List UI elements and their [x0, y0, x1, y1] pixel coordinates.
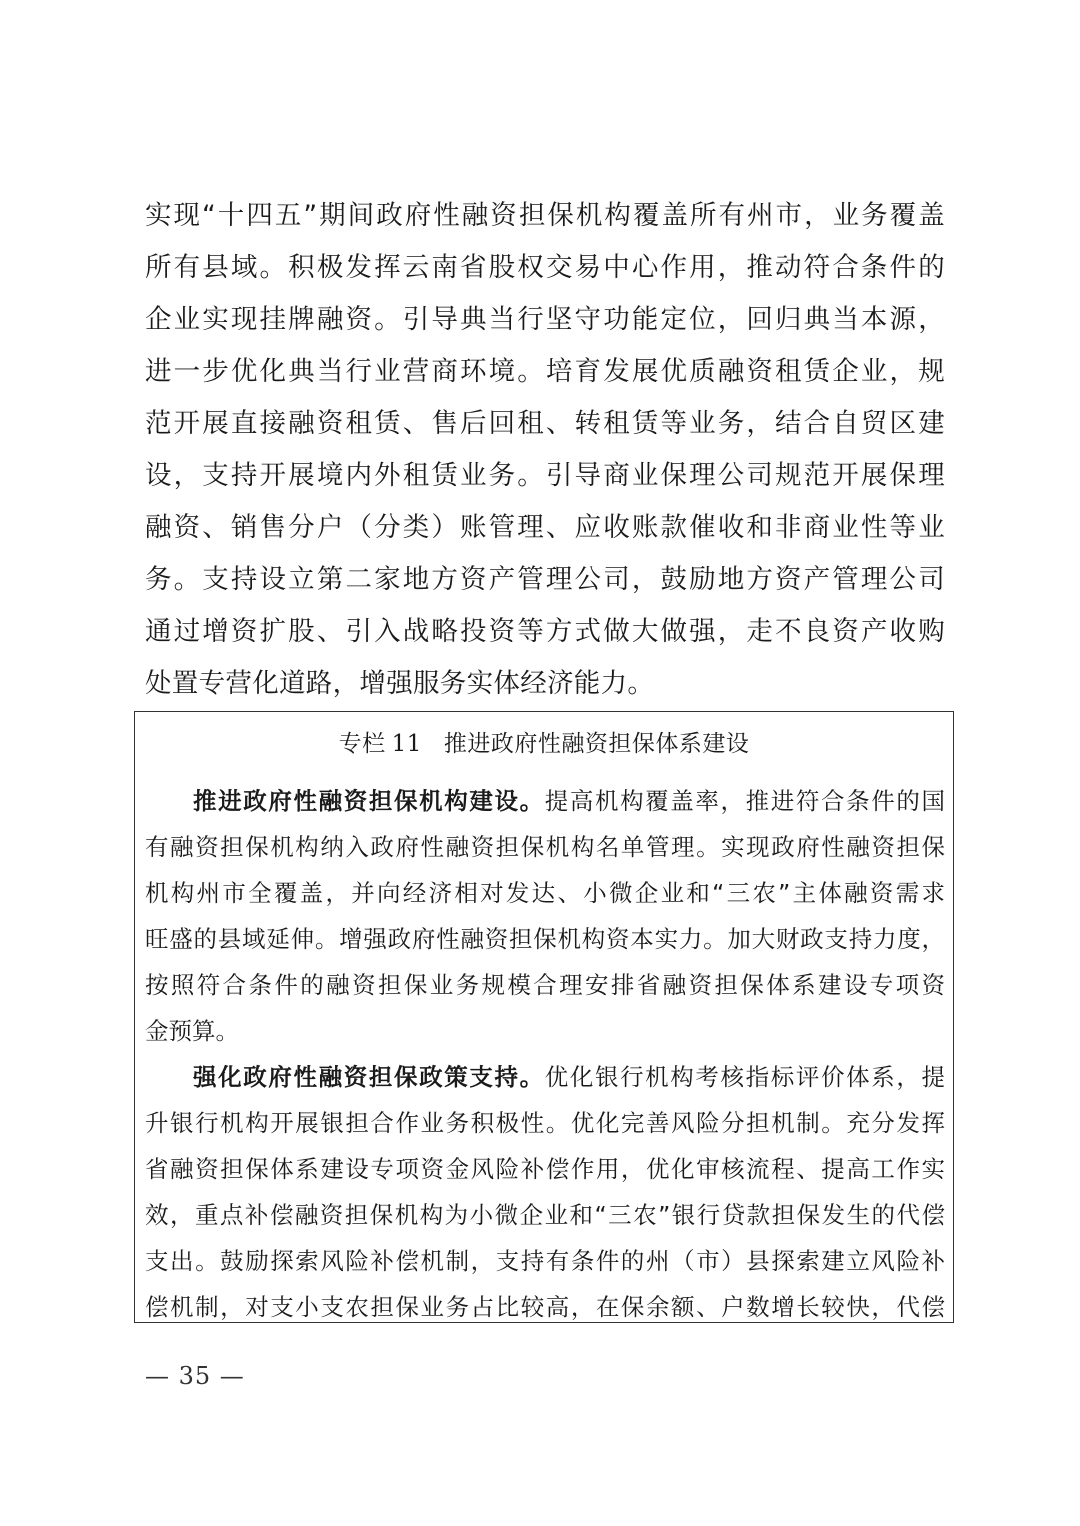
body-line: 实现“十四五”期间政府性融资担保机构覆盖所有州市，业务覆盖 [145, 200, 945, 231]
body-paragraph [145, 190, 945, 710]
body-line: 通过增资扩股、引入战略投资等方式做大做强，走不良资产收购 [145, 616, 945, 647]
page-number: — 35 — [145, 1362, 245, 1390]
box-line: 金预算。 [145, 1017, 239, 1045]
body-line: 设，支持开展境内外租赁业务。引导商业保理公司规范开展保理 [145, 460, 945, 491]
box-line: 效，重点补偿融资担保机构为小微企业和“三农”银行贷款担保发生的代偿 [145, 1201, 945, 1229]
box-line: 旺盛的县域延伸。增强政府性融资担保机构资本实力。加大财政支持力度， [145, 925, 945, 953]
body-line: 企业实现挂牌融资。引导典当行坚守功能定位，回归典当本源， [145, 304, 945, 335]
body-line: 务。支持设立第二家地方资产管理公司，鼓励地方资产管理公司 [145, 564, 945, 595]
body-line: 所有县域。积极发挥云南省股权交易中心作用，推动符合条件的 [145, 252, 945, 283]
box-line: 支出。鼓励探索风险补偿机制，支持有条件的州（市）县探索建立风险补 [145, 1247, 945, 1275]
column-box-title [135, 728, 953, 760]
body-line: 处置专营化道路，增强服务实体经济能力。 [145, 668, 655, 699]
box-line: 偿机制，对支小支农担保业务占比较高，在保余额、户数增长较快，代偿 [145, 1293, 945, 1321]
box-paragraph-first-line [145, 778, 945, 824]
box-line: 省融资担保体系建设专项资金风险补偿作用，优化审核流程、提高工作实 [145, 1155, 945, 1183]
body-line: 融资、销售分户（分类）账管理、应收账款催收和非商业性等业 [145, 512, 945, 543]
body-line: 进一步优化典当行业营商环境。培育发展优质融资租赁企业，规 [145, 356, 945, 387]
body-line: 范开展直接融资租赁、售后回租、转租赁等业务，结合自贸区建 [145, 408, 945, 439]
box-paragraph-first-line [145, 1054, 945, 1100]
column-title-number: 11 [391, 731, 422, 757]
column-box [134, 711, 954, 1323]
paragraph-text: 提高机构覆盖率，推进符合条件的国 [544, 787, 946, 815]
box-line: 机构州市全覆盖，并向经济相对发达、小微企业和“三农”主体融资需求 [145, 879, 945, 907]
box-line: 按照符合条件的融资担保业务规模合理安排省融资担保体系建设专项资 [145, 971, 945, 999]
box-line: 有融资担保机构纳入政府性融资担保机构名单管理。实现政府性融资担保 [145, 833, 945, 861]
column-box-content [145, 778, 945, 1330]
paragraph-heading: 强化政府性融资担保政策支持。 [193, 1063, 545, 1091]
column-title-prefix: 专栏 [338, 731, 386, 757]
paragraph-text: 优化银行机构考核指标评价体系，提 [544, 1063, 946, 1091]
box-line: 升银行机构开展银担合作业务积极性。优化完善风险分担机制。充分发挥 [145, 1109, 945, 1137]
paragraph-heading: 推进政府性融资担保机构建设。 [193, 787, 545, 815]
column-title-text: 推进政府性融资担保体系建设 [443, 731, 750, 757]
